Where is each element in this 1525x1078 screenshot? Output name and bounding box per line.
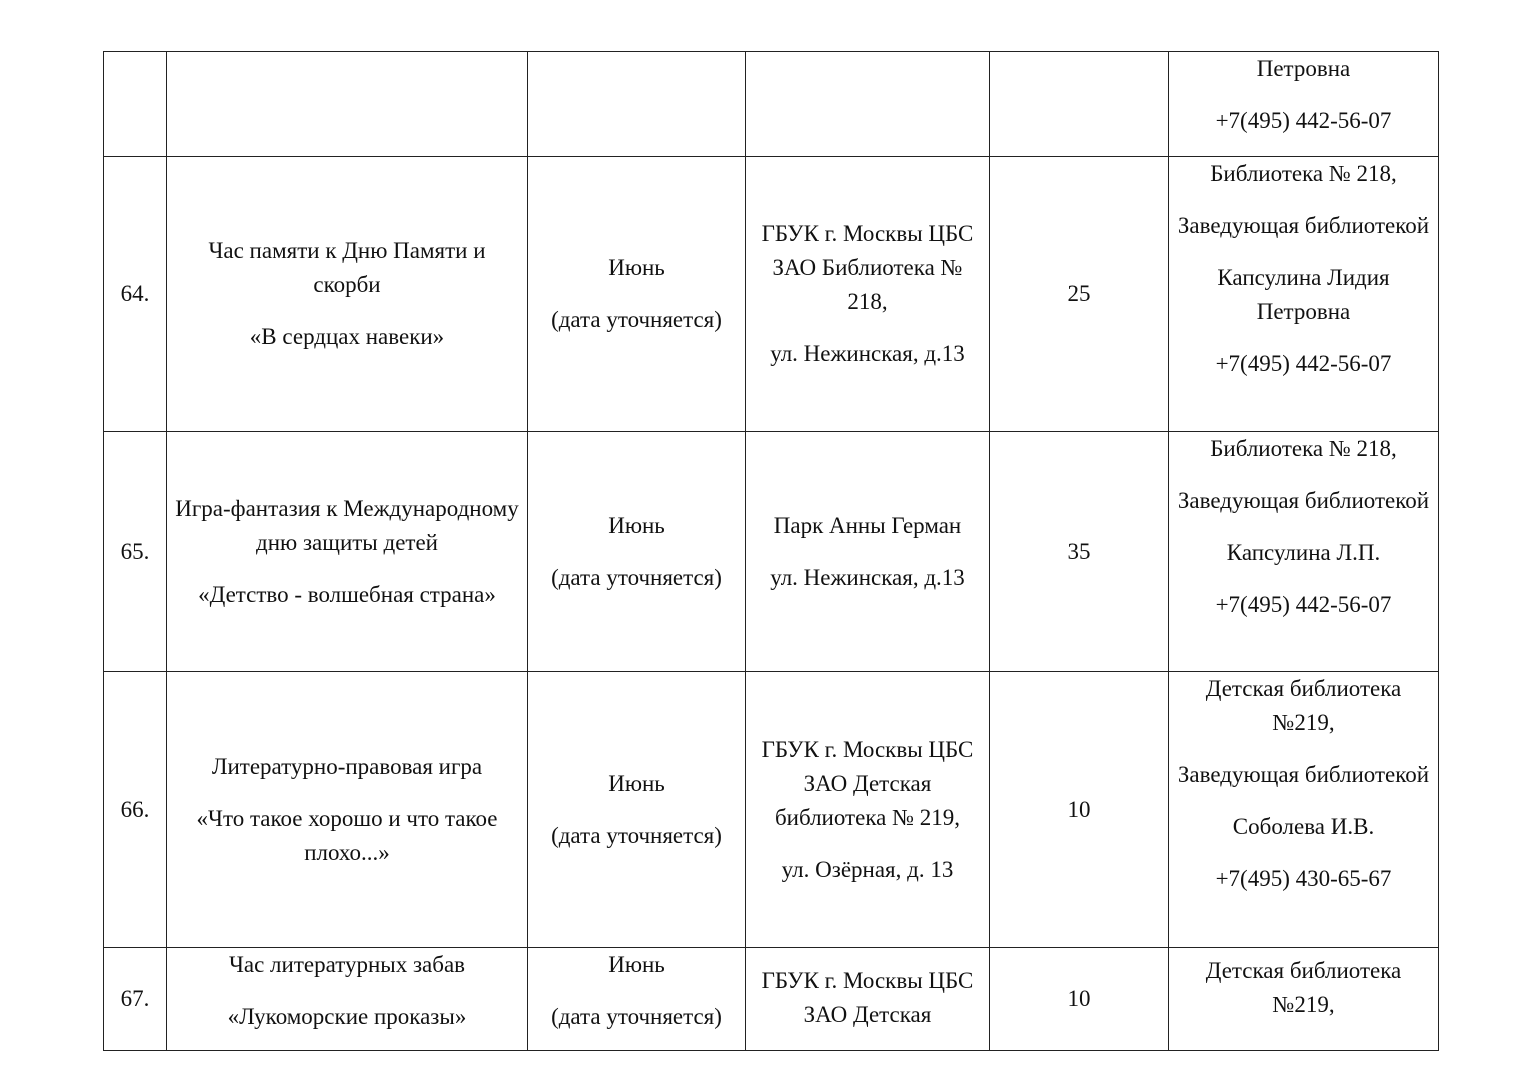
contact-library: Библиотека № 218, — [1210, 436, 1397, 461]
event-name-cell — [167, 52, 528, 157]
event-date-cell — [528, 157, 746, 432]
place-name: ГБУК г. Москвы ЦБС ЗАО Детская библиотека № 219, — [761, 736, 974, 830]
event-date-note: (дата уточняется) — [551, 822, 722, 848]
contact-library: Детская библиотека №219, — [1205, 958, 1402, 1017]
contact-library: Библиотека № 218, — [1210, 161, 1397, 186]
contact-person: Соболева И.В. — [1232, 814, 1375, 839]
responsible-contact-cell — [1169, 672, 1439, 948]
participants-count-cell — [990, 52, 1169, 157]
participants-count-cell — [990, 672, 1169, 948]
participants-count: 10 — [1067, 796, 1091, 822]
contact-person: Капсулина Лидия Петровна — [1217, 265, 1390, 324]
contact-phone: +7(495) 430-65-67 — [1215, 866, 1392, 891]
participants-count: 10 — [1067, 986, 1091, 1011]
contact-position: Заведующая библиотекой — [1177, 488, 1430, 513]
event-title: Литературно-правовая игра — [211, 753, 483, 779]
event-month: Июнь — [608, 770, 665, 796]
table-row — [104, 432, 1439, 672]
event-place-cell — [746, 948, 990, 1051]
event-name-cell — [167, 948, 528, 1051]
row-number: 67. — [120, 986, 150, 1011]
event-name-cell — [167, 432, 528, 672]
contact-library: Детская библиотека №219, — [1205, 676, 1402, 735]
event-subtitle: «Лукоморские проказы» — [227, 1004, 467, 1029]
event-place-cell — [746, 672, 990, 948]
event-date-note: (дата уточняется) — [551, 1004, 722, 1029]
event-subtitle: «Что такое хорошо и что такое плохо...» — [196, 805, 498, 865]
place-name: Парк Анны Герман — [773, 512, 962, 538]
row-number-cell — [104, 52, 167, 157]
event-subtitle: «В сердцах навеки» — [249, 324, 445, 349]
row-number-cell — [104, 948, 167, 1051]
event-place-cell — [746, 52, 990, 157]
event-place-cell — [746, 157, 990, 432]
contact-phone: +7(495) 442-56-07 — [1215, 108, 1392, 133]
contact-line: Петровна — [1256, 56, 1351, 81]
event-date-cell — [528, 672, 746, 948]
event-name-cell — [167, 157, 528, 432]
event-title: Час литературных забав — [228, 952, 466, 977]
responsible-contact-cell — [1169, 52, 1439, 157]
contact-phone: +7(495) 442-56-07 — [1215, 351, 1392, 376]
place-address: ул. Озёрная, д. 13 — [781, 856, 954, 882]
participants-count-cell — [990, 157, 1169, 432]
event-place-cell — [746, 432, 990, 672]
table-row — [104, 672, 1439, 948]
row-number-cell — [104, 672, 167, 948]
responsible-contact-cell — [1169, 432, 1439, 672]
event-date-note: (дата уточняется) — [551, 307, 722, 332]
row-number: 65. — [120, 538, 150, 564]
event-name-cell — [167, 672, 528, 948]
row-number-cell — [104, 432, 167, 672]
event-month: Июнь — [608, 512, 665, 538]
event-month: Июнь — [608, 255, 665, 280]
responsible-contact-cell — [1169, 948, 1439, 1051]
events-table — [103, 51, 1439, 1051]
event-date-note: (дата уточняется) — [551, 564, 722, 590]
contact-position: Заведующая библиотекой — [1177, 762, 1430, 787]
table-row — [104, 157, 1439, 432]
responsible-contact-cell — [1169, 157, 1439, 432]
row-number: 64. — [120, 281, 150, 306]
event-subtitle: «Детство - волшебная страна» — [198, 581, 496, 607]
event-date-cell — [528, 52, 746, 157]
event-month: Июнь — [608, 952, 665, 977]
participants-count: 25 — [1067, 281, 1091, 306]
table-row — [104, 52, 1439, 157]
event-title: Час памяти к Дню Памяти и скорби — [208, 238, 486, 297]
event-date-cell — [528, 432, 746, 672]
contact-position: Заведующая библиотекой — [1177, 213, 1430, 238]
participants-count-cell — [990, 432, 1169, 672]
event-title: Игра-фантазия к Международному дню защиты детей — [175, 495, 519, 555]
place-address: ул. Нежинская, д.13 — [770, 564, 965, 590]
place-name: ГБУК г. Москвы ЦБС ЗАО Детская — [761, 968, 974, 1027]
contact-person: Капсулина Л.П. — [1226, 540, 1381, 565]
contact-phone: +7(495) 442-56-07 — [1215, 592, 1392, 617]
table-row — [104, 948, 1439, 1051]
place-name: ГБУК г. Москвы ЦБС ЗАО Библиотека № 218, — [761, 221, 974, 314]
place-address: ул. Нежинская, д.13 — [770, 341, 965, 366]
participants-count: 35 — [1067, 538, 1091, 564]
row-number-cell — [104, 157, 167, 432]
participants-count-cell — [990, 948, 1169, 1051]
event-date-cell — [528, 948, 746, 1051]
row-number: 66. — [120, 796, 150, 822]
